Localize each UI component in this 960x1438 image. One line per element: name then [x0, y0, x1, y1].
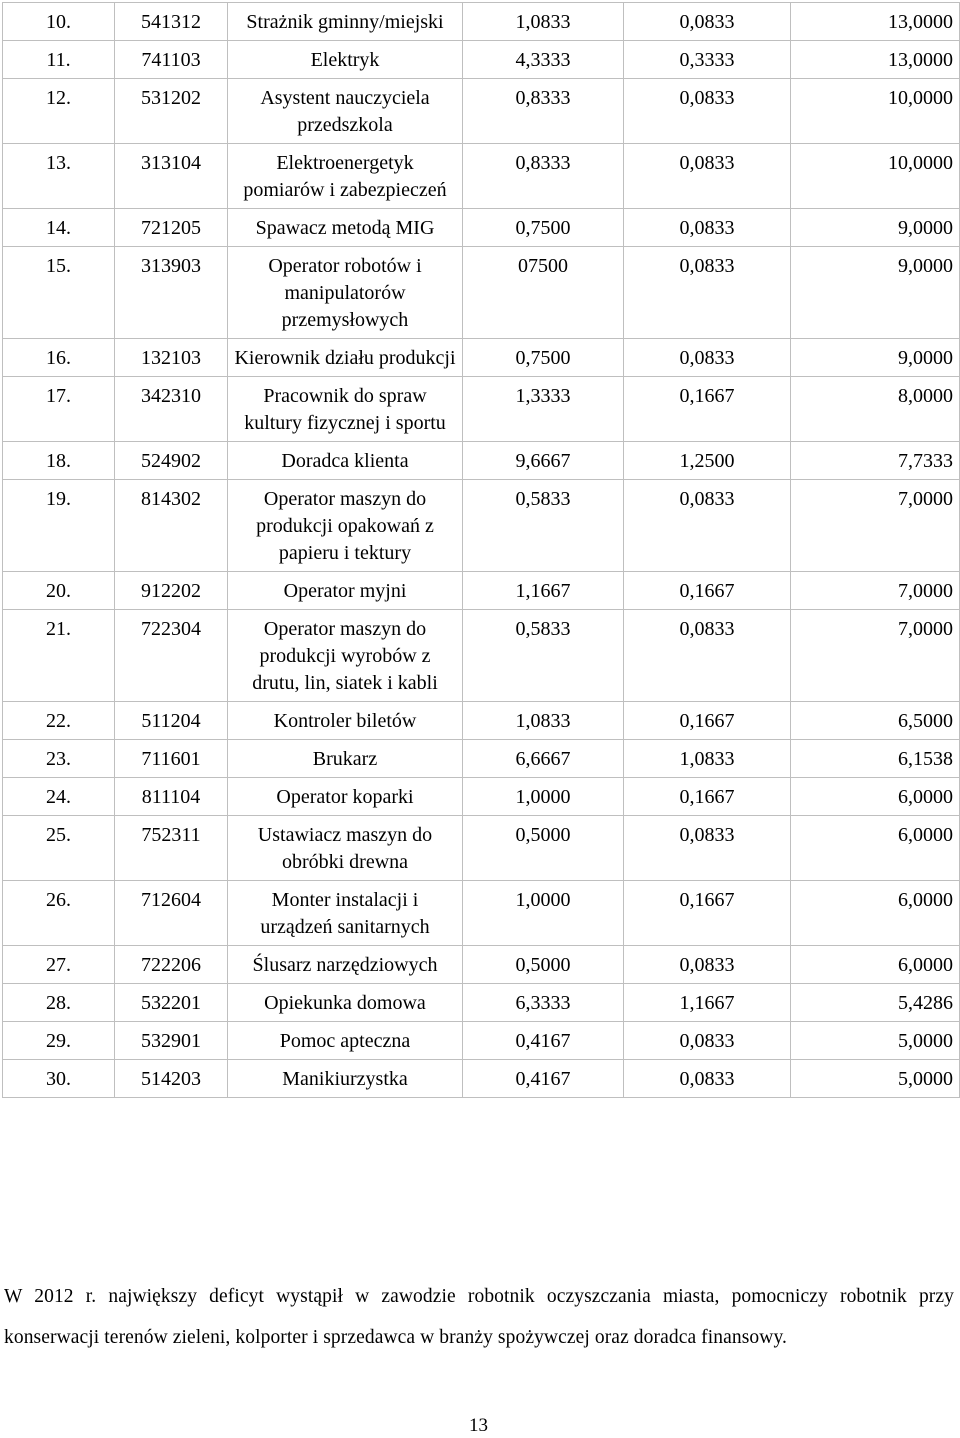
table-row [3, 946, 960, 984]
value-1-cell: 0,5000 [463, 816, 624, 881]
occupation-name-cell: Operator robotów i manipulatorów przemysłowych [228, 247, 463, 339]
occupation-name-cell: Manikiurzystka [228, 1060, 463, 1098]
value-1-cell: 9,6667 [463, 442, 624, 480]
value-2-cell: 0,0833 [624, 1022, 791, 1060]
value-3-cell: 8,0000 [791, 377, 960, 442]
row-number-cell: 23. [3, 740, 115, 778]
value-3-cell: 10,0000 [791, 144, 960, 209]
value-3-cell: 5,4286 [791, 984, 960, 1022]
table-row [3, 3, 960, 41]
row-number-cell: 15. [3, 247, 115, 339]
occupation-code-cell: 313104 [115, 144, 228, 209]
row-number-cell: 20. [3, 572, 115, 610]
table-row [3, 740, 960, 778]
value-3-cell: 6,1538 [791, 740, 960, 778]
row-number-cell: 14. [3, 209, 115, 247]
occupation-name-cell: Ustawiacz maszyn do obróbki drewna [228, 816, 463, 881]
occupation-code-cell: 711601 [115, 740, 228, 778]
value-1-cell: 4,3333 [463, 41, 624, 79]
table-row [3, 572, 960, 610]
table-row [3, 1022, 960, 1060]
occupation-code-cell: 912202 [115, 572, 228, 610]
value-2-cell: 0,1667 [624, 881, 791, 946]
value-2-cell: 0,0833 [624, 209, 791, 247]
value-3-cell: 6,0000 [791, 778, 960, 816]
occupation-code-cell: 532201 [115, 984, 228, 1022]
value-3-cell: 6,0000 [791, 946, 960, 984]
occupation-code-cell: 511204 [115, 702, 228, 740]
value-1-cell: 07500 [463, 247, 624, 339]
table-row [3, 41, 960, 79]
row-number-cell: 18. [3, 442, 115, 480]
value-2-cell: 1,1667 [624, 984, 791, 1022]
row-number-cell: 27. [3, 946, 115, 984]
value-2-cell: 0,1667 [624, 572, 791, 610]
value-1-cell: 1,0833 [463, 702, 624, 740]
occupation-code-cell: 532901 [115, 1022, 228, 1060]
row-number-cell: 11. [3, 41, 115, 79]
occupation-name-cell: Elektryk [228, 41, 463, 79]
occupation-code-cell: 722206 [115, 946, 228, 984]
occupation-name-cell: Ślusarz narzędziowych [228, 946, 463, 984]
table-body [3, 3, 960, 1098]
occupation-name-cell: Asystent nauczyciela przedszkola [228, 79, 463, 144]
occupation-code-cell: 712604 [115, 881, 228, 946]
value-1-cell: 1,0000 [463, 778, 624, 816]
occupation-name-cell: Brukarz [228, 740, 463, 778]
value-3-cell: 10,0000 [791, 79, 960, 144]
occupation-name-cell: Operator koparki [228, 778, 463, 816]
table-row [3, 442, 960, 480]
value-2-cell: 0,0833 [624, 79, 791, 144]
value-1-cell: 6,3333 [463, 984, 624, 1022]
occupation-code-cell: 752311 [115, 816, 228, 881]
table-row [3, 610, 960, 702]
value-3-cell: 6,0000 [791, 816, 960, 881]
value-3-cell: 9,0000 [791, 209, 960, 247]
row-number-cell: 12. [3, 79, 115, 144]
value-2-cell: 1,0833 [624, 740, 791, 778]
occupation-name-cell: Pracownik do spraw kultury fizycznej i sportu [228, 377, 463, 442]
value-1-cell: 0,4167 [463, 1022, 624, 1060]
row-number-cell: 21. [3, 610, 115, 702]
table-row [3, 881, 960, 946]
table-row [3, 339, 960, 377]
value-3-cell: 6,5000 [791, 702, 960, 740]
occupation-code-cell: 811104 [115, 778, 228, 816]
occupation-code-cell: 741103 [115, 41, 228, 79]
row-number-cell: 17. [3, 377, 115, 442]
occupation-name-cell: Operator myjni [228, 572, 463, 610]
value-2-cell: 0,0833 [624, 816, 791, 881]
row-number-cell: 13. [3, 144, 115, 209]
occupation-name-cell: Operator maszyn do produkcji opakowań z papieru i tektury [228, 480, 463, 572]
value-1-cell: 1,1667 [463, 572, 624, 610]
row-number-cell: 24. [3, 778, 115, 816]
value-2-cell: 0,0833 [624, 144, 791, 209]
value-3-cell: 13,0000 [791, 41, 960, 79]
value-3-cell: 7,7333 [791, 442, 960, 480]
occupation-name-cell: Doradca klienta [228, 442, 463, 480]
occupation-name-cell: Spawacz metodą MIG [228, 209, 463, 247]
value-1-cell: 1,3333 [463, 377, 624, 442]
table-row [3, 144, 960, 209]
value-3-cell: 5,0000 [791, 1060, 960, 1098]
row-number-cell: 16. [3, 339, 115, 377]
summary-paragraph: W 2012 r. największy deficyt wystąpił w zawodzie robotnik oczyszczania miasta, pomocniczy robotnik przy konserwacji terenów zieleni, kolporter i sprzedawca w branży spożywczej oraz doradca finansowy. [4, 1286, 954, 1348]
table-row [3, 480, 960, 572]
page-number: 13 [469, 1415, 488, 1436]
table-row [3, 79, 960, 144]
value-3-cell: 5,0000 [791, 1022, 960, 1060]
value-1-cell: 0,8333 [463, 144, 624, 209]
value-2-cell: 0,0833 [624, 3, 791, 41]
value-3-cell: 13,0000 [791, 3, 960, 41]
occupation-name-cell: Opiekunka domowa [228, 984, 463, 1022]
value-2-cell: 0,0833 [624, 610, 791, 702]
value-3-cell: 9,0000 [791, 339, 960, 377]
occupation-name-cell: Elektroenergetyk pomiarów i zabezpieczeń [228, 144, 463, 209]
value-2-cell: 0,0833 [624, 247, 791, 339]
row-number-cell: 26. [3, 881, 115, 946]
occupation-name-cell: Kierownik działu produkcji [228, 339, 463, 377]
value-1-cell: 1,0000 [463, 881, 624, 946]
value-2-cell: 0,0833 [624, 946, 791, 984]
value-1-cell: 0,8333 [463, 79, 624, 144]
value-2-cell: 0,1667 [624, 377, 791, 442]
row-number-cell: 19. [3, 480, 115, 572]
occupation-code-cell: 722304 [115, 610, 228, 702]
table-row [3, 702, 960, 740]
row-number-cell: 25. [3, 816, 115, 881]
value-1-cell: 1,0833 [463, 3, 624, 41]
occupation-name-cell: Pomoc apteczna [228, 1022, 463, 1060]
occupation-code-cell: 814302 [115, 480, 228, 572]
value-2-cell: 0,0833 [624, 339, 791, 377]
occupation-name-cell: Strażnik gminny/miejski [228, 3, 463, 41]
row-number-cell: 29. [3, 1022, 115, 1060]
value-1-cell: 0,5833 [463, 480, 624, 572]
value-2-cell: 0,3333 [624, 41, 791, 79]
value-1-cell: 0,5833 [463, 610, 624, 702]
value-3-cell: 6,0000 [791, 881, 960, 946]
occupation-code-cell: 541312 [115, 3, 228, 41]
table-row [3, 778, 960, 816]
value-1-cell: 0,5000 [463, 946, 624, 984]
value-2-cell: 0,1667 [624, 778, 791, 816]
table-row [3, 377, 960, 442]
occupation-name-cell: Monter instalacji i urządzeń sanitarnych [228, 881, 463, 946]
value-2-cell: 0,0833 [624, 480, 791, 572]
value-2-cell: 0,0833 [624, 1060, 791, 1098]
occupation-code-cell: 313903 [115, 247, 228, 339]
row-number-cell: 22. [3, 702, 115, 740]
value-3-cell: 7,0000 [791, 610, 960, 702]
occupation-code-cell: 514203 [115, 1060, 228, 1098]
occupation-code-cell: 132103 [115, 339, 228, 377]
value-1-cell: 0,4167 [463, 1060, 624, 1098]
value-1-cell: 0,7500 [463, 209, 624, 247]
occupation-name-cell: Operator maszyn do produkcji wyrobów z drutu, lin, siatek i kabli [228, 610, 463, 702]
value-2-cell: 0,1667 [624, 702, 791, 740]
occupation-deficit-table [2, 2, 960, 1098]
table-row [3, 247, 960, 339]
value-1-cell: 0,7500 [463, 339, 624, 377]
table-row [3, 984, 960, 1022]
occupation-code-cell: 721205 [115, 209, 228, 247]
value-3-cell: 9,0000 [791, 247, 960, 339]
table-row [3, 816, 960, 881]
value-2-cell: 1,2500 [624, 442, 791, 480]
row-number-cell: 10. [3, 3, 115, 41]
row-number-cell: 28. [3, 984, 115, 1022]
value-3-cell: 7,0000 [791, 480, 960, 572]
occupation-code-cell: 342310 [115, 377, 228, 442]
occupation-code-cell: 531202 [115, 79, 228, 144]
occupation-name-cell: Kontroler biletów [228, 702, 463, 740]
value-1-cell: 6,6667 [463, 740, 624, 778]
occupation-code-cell: 524902 [115, 442, 228, 480]
row-number-cell: 30. [3, 1060, 115, 1098]
table-row [3, 209, 960, 247]
table-row [3, 1060, 960, 1098]
value-3-cell: 7,0000 [791, 572, 960, 610]
